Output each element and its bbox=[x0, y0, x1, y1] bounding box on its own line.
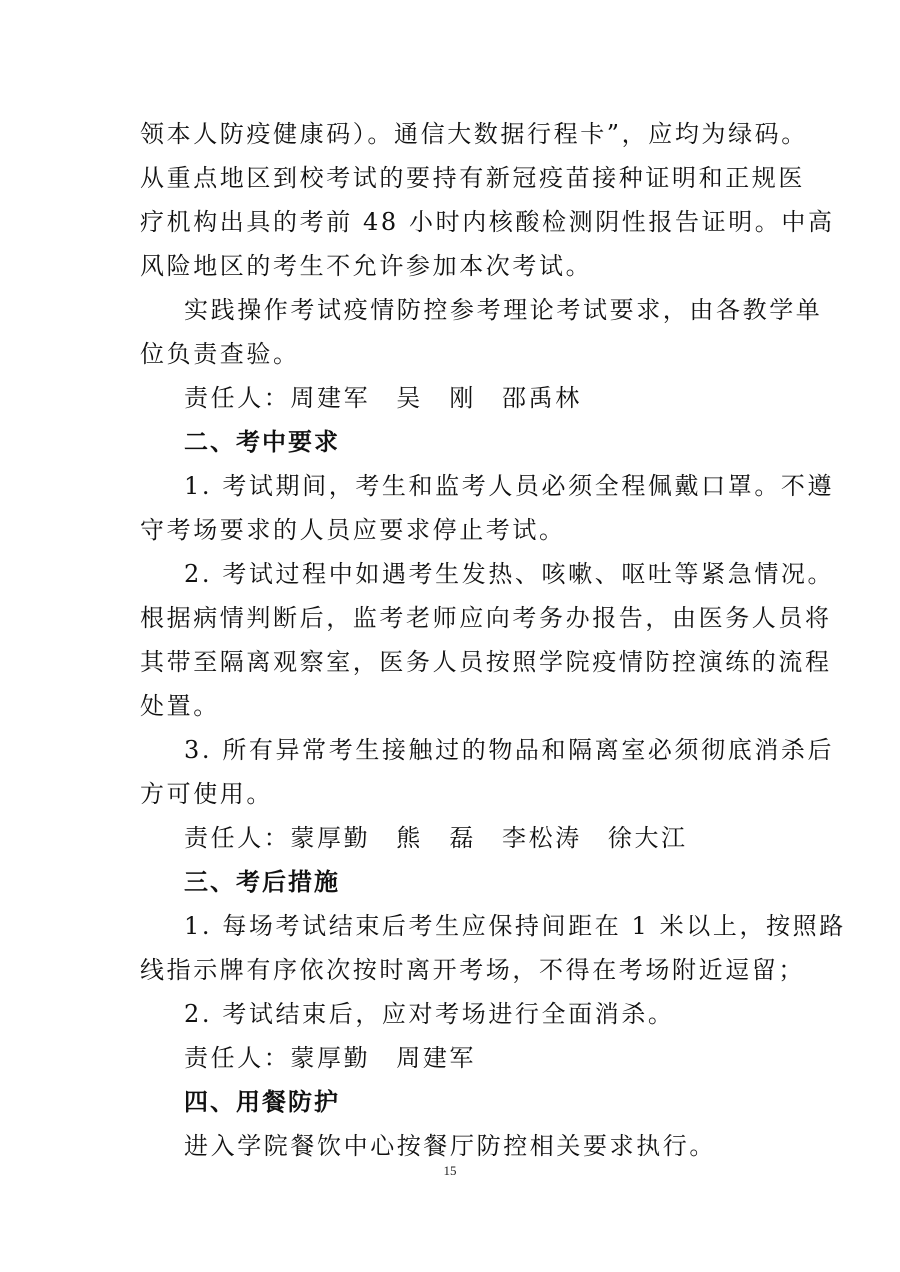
list-item-line: 3. 所有异常考生接触过的物品和隔离室必须彻底消杀后 bbox=[184, 736, 835, 764]
list-item-line: 2. 考试结束后，应对考场进行全面消杀。 bbox=[184, 1000, 675, 1028]
responsible-label: 责任人： bbox=[184, 384, 291, 412]
responsible-name: 蒙厚勤 bbox=[290, 1044, 371, 1072]
list-item-line: 处置。 bbox=[140, 692, 220, 720]
responsible-name: 李松涛 bbox=[502, 824, 582, 852]
list-item-line: 2. 考试过程中如遇考生发热、咳嗽、呕吐等紧急情况。 bbox=[184, 560, 835, 588]
list-item-line: 1. 考试期间，考生和监考人员必须全程佩戴口罩。不遵 bbox=[184, 472, 835, 500]
responsible-line bbox=[184, 384, 824, 412]
responsible-label: 责任人： bbox=[184, 1044, 291, 1072]
section-heading: 四、用餐防护 bbox=[184, 1088, 340, 1116]
responsible-name: 徐大江 bbox=[607, 824, 688, 852]
list-item-line: 根据病情判断后，监考老师应向考务办报告，由医务人员将 bbox=[140, 604, 832, 632]
paragraph-line: 领本人防疫健康码）。通信大数据行程卡”，应均为绿码。 bbox=[140, 120, 808, 148]
responsible-name: 蒙厚勤 bbox=[290, 824, 371, 852]
responsible-name: 吴 刚 bbox=[396, 384, 477, 412]
paragraph-line: 风险地区的考生不允许参加本次考试。 bbox=[140, 252, 593, 280]
responsible-line bbox=[184, 1044, 824, 1072]
paragraph-line: 位负责查验。 bbox=[140, 340, 300, 368]
list-item-line: 线指示牌有序依次按时离开考场，不得在考场附近逗留； bbox=[140, 956, 805, 984]
page-number: 15 bbox=[443, 1163, 457, 1178]
section-heading: 二、考中要求 bbox=[184, 428, 340, 456]
paragraph-line: 实践操作考试疫情防控参考理论考试要求，由各教学单 bbox=[184, 296, 823, 324]
responsible-label: 责任人： bbox=[184, 824, 291, 852]
responsible-name: 周建军 bbox=[290, 384, 371, 412]
section-heading: 三、考后措施 bbox=[184, 868, 340, 896]
responsible-line bbox=[184, 824, 824, 852]
list-item-line: 1. 每场考试结束后考生应保持间距在 1 米以上，按照路 bbox=[184, 912, 846, 940]
list-item-line: 进入学院餐饮中心按餐厅防控相关要求执行。 bbox=[184, 1132, 716, 1160]
list-item-line: 守考场要求的人员应要求停止考试。 bbox=[140, 516, 566, 544]
paragraph-line: 从重点地区到校考试的要持有新冠疫苗接种证明和正规医 bbox=[140, 164, 805, 192]
paragraph-line: 疗机构出具的考前 48 小时内核酸检测阴性报告证明。中高 bbox=[140, 208, 835, 236]
responsible-name: 邵禹林 bbox=[502, 384, 582, 412]
list-item-line: 方可使用。 bbox=[140, 780, 273, 808]
responsible-name: 熊 磊 bbox=[396, 824, 477, 852]
list-item-line: 其带至隔离观察室，医务人员按照学院疫情防控演练的流程 bbox=[140, 648, 832, 676]
responsible-name: 周建军 bbox=[396, 1044, 477, 1072]
